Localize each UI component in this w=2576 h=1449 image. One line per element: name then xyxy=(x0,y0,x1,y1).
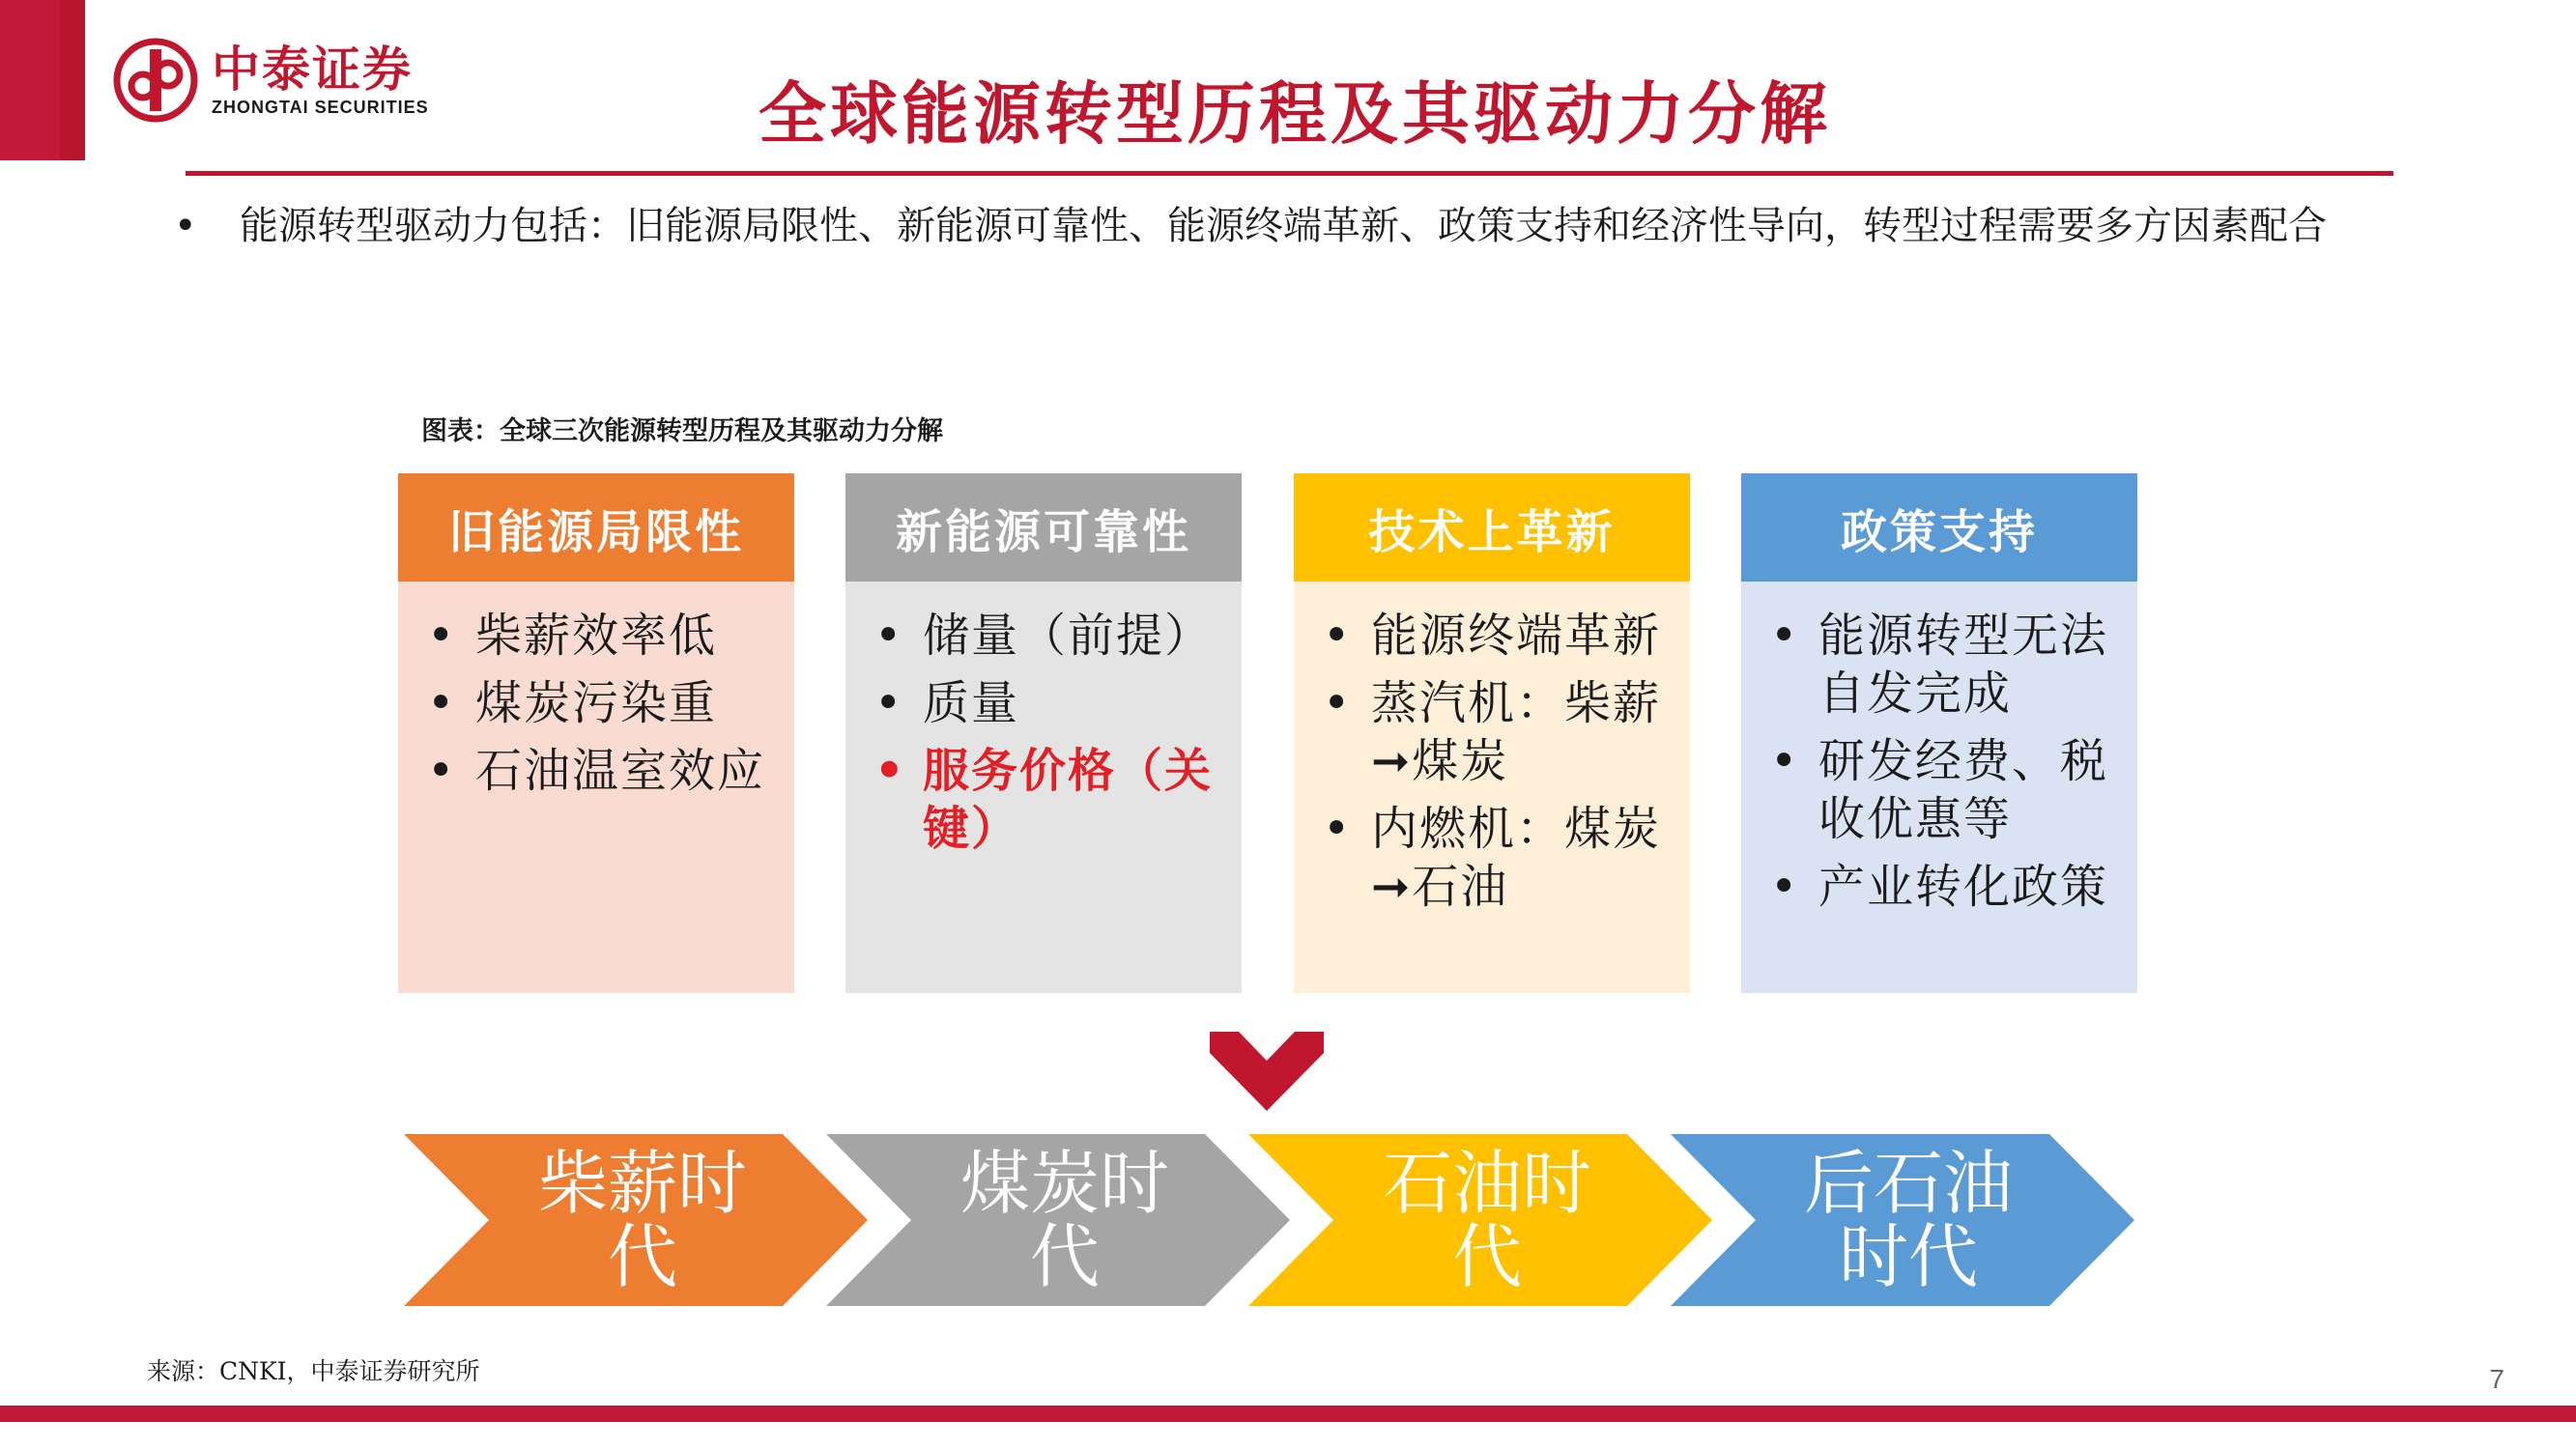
card-list xyxy=(1323,607,1671,916)
card-list-item: • 研发经费、税收优惠等 xyxy=(1770,734,2109,846)
brand-name-en: ZHONGTAI SECURITIES xyxy=(212,98,429,117)
driver-card-new-energy-reliability xyxy=(845,473,1242,993)
card-item-text: 储量（前提） xyxy=(923,609,1214,663)
chevron-down-icon xyxy=(1210,1032,1324,1111)
driver-card-old-energy-limits xyxy=(398,473,794,993)
figure-caption: 图表：全球三次能源转型历程及其驱动力分解 xyxy=(421,416,943,446)
card-item-text: 煤炭污染重 xyxy=(475,676,718,730)
footer-bar xyxy=(0,1406,2576,1422)
era-label: 后石油时代 xyxy=(1803,1143,2013,1297)
intro-bullet: • xyxy=(174,204,197,248)
card-item-text: 蒸汽机：柴薪➞煤炭 xyxy=(1371,676,1662,788)
card-list xyxy=(1770,607,2118,916)
era-arrows-graphic xyxy=(0,1134,2576,1306)
card-list-item: • 柴薪效率低 xyxy=(427,609,718,663)
card-item-text: 服务价格（关键） xyxy=(923,744,1214,856)
card-body xyxy=(845,582,1242,993)
intro-text: 能源转型驱动力包括：旧能源局限性、新能源可靠性、能源终端革新、政策支持和经济性导向，转型过程需要多方因素配合 xyxy=(240,204,2327,248)
card-list-item: • 蒸汽机：柴薪➞煤炭 xyxy=(1323,676,1662,788)
era-label: 柴薪时代 xyxy=(537,1143,747,1297)
card-item-text: 能源转型无法自发完成 xyxy=(1818,609,2109,721)
card-list-item: • 产业转化政策 xyxy=(1770,860,2109,914)
card-body xyxy=(1741,582,2137,993)
card-list-item: • 石油温室效应 xyxy=(427,744,766,798)
driver-card-policy-support xyxy=(1741,473,2137,993)
card-item-text: 质量 xyxy=(923,676,1020,730)
card-header: 政策支持 xyxy=(1741,473,2137,582)
card-item-text: 研发经费、税收优惠等 xyxy=(1818,734,2109,846)
card-header: 新能源可靠性 xyxy=(845,473,1242,582)
page-title: 全球能源转型历程及其驱动力分解 xyxy=(758,73,1831,154)
era-label: 煤炭时代 xyxy=(959,1143,1169,1297)
era-label: 石油时代 xyxy=(1382,1143,1591,1297)
left-accent-bar xyxy=(0,0,85,160)
card-list-item: • 质量 xyxy=(874,676,1020,730)
card-item-text: 产业转化政策 xyxy=(1818,860,2109,914)
card-header: 技术上革新 xyxy=(1294,473,1690,582)
card-list-item: • 能源转型无法自发完成 xyxy=(1770,609,2109,721)
card-list-item: • 煤炭污染重 xyxy=(427,676,718,730)
zhongtai-logo-icon xyxy=(113,38,198,123)
driver-card-tech-innovation xyxy=(1294,473,1690,993)
page-number: 7 xyxy=(2489,1364,2504,1394)
card-item-text: 能源终端革新 xyxy=(1371,609,1662,663)
card-header: 旧能源局限性 xyxy=(398,473,794,582)
card-list xyxy=(874,607,1222,858)
card-item-text: 内燃机：煤炭➞石油 xyxy=(1371,802,1662,914)
card-item-text: 柴薪效率低 xyxy=(475,609,718,663)
card-body xyxy=(1294,582,1690,993)
card-body xyxy=(398,582,794,993)
card-item-text: 石油温室效应 xyxy=(475,744,766,798)
card-list-item: • 储量（前提） xyxy=(874,609,1214,663)
card-list-item: • 内燃机：煤炭➞石油 xyxy=(1323,802,1662,914)
brand-name-cn: 中泰证券 xyxy=(212,42,413,98)
card-list-item: • 能源终端革新 xyxy=(1323,609,1662,663)
intro-paragraph xyxy=(174,201,2435,251)
source-note: 来源：CNKI，中泰证券研究所 xyxy=(147,1357,480,1385)
card-list xyxy=(427,607,775,800)
card-list-item: • 服务价格（关键） xyxy=(874,744,1214,856)
era-timeline xyxy=(0,1134,2576,1306)
title-divider xyxy=(186,171,2393,176)
